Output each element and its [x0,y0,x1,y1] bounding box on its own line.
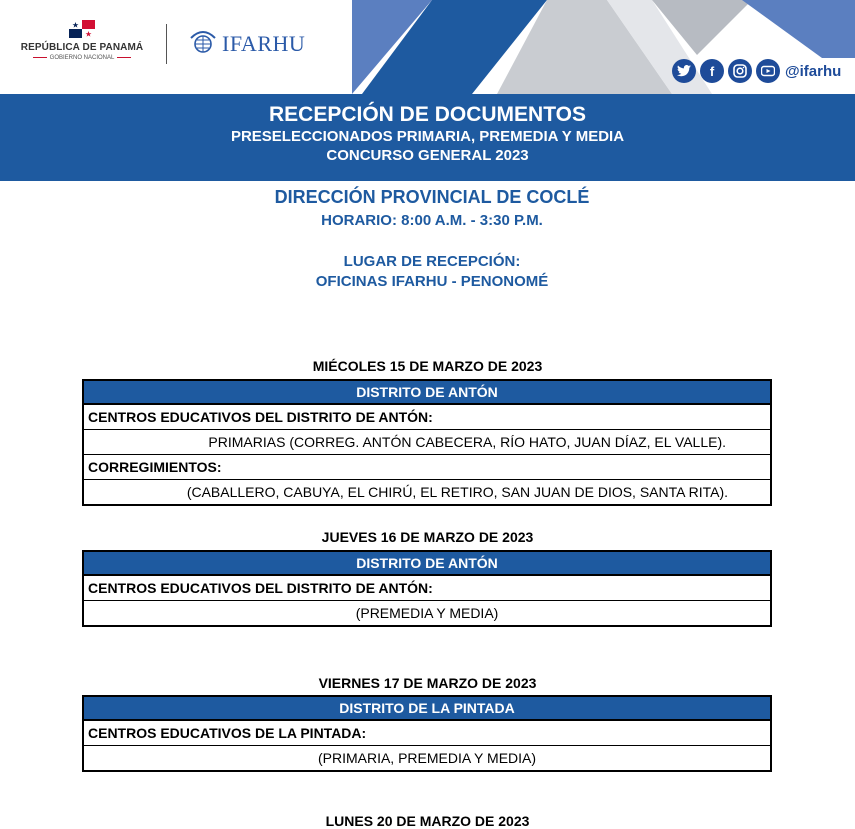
table-row-label: CORREGIMIENTOS: [84,455,770,480]
schedule-date-2: JUEVES 16 DE MARZO DE 2023 [321,529,534,545]
banner-subtitle-2: CONCURSO GENERAL 2023 [326,147,529,164]
horario-text: HORARIO: 8:00 A.M. - 3:30 P.M. [321,212,543,229]
gov-title: REPÚBLICA DE PANAMÁ [20,42,144,53]
facebook-icon[interactable]: f [700,59,724,83]
page-header [0,0,855,94]
table-row-value: (CABALLERO, CABUYA, EL CHIRÚ, EL RETIRO, SAN JUAN DE DIOS, SANTA RITA). [186,484,728,500]
gov-subtitle [18,55,146,61]
logo-divider [166,24,167,64]
lugar-label: LUGAR DE RECEPCIÓN: [343,253,521,270]
ifarhu-logo [188,28,305,60]
panama-flag-icon [69,20,95,38]
direccion-heading: DIRECCIÓN PROVINCIAL DE COCLÉ [274,187,590,207]
instagram-icon[interactable] [728,59,752,83]
district-header: DISTRITO DE ANTÓN [84,381,770,405]
social-links [672,59,841,83]
table-row-value: (PREMEDIA Y MEDIA) [355,605,499,621]
social-handle[interactable]: @ifarhu [785,62,842,80]
district-header: DISTRITO DE ANTÓN [84,552,770,576]
schedule-date-3: VIERNES 17 DE MARZO DE 2023 [318,675,537,691]
banner-title: RECEPCIÓN DE DOCUMENTOS [269,103,586,126]
table-row-label: CENTROS EDUCATIVOS DEL DISTRITO DE ANTÓN: [84,405,770,430]
schedule-table-3 [82,695,772,772]
title-banner [0,94,855,181]
schedule-table-1 [82,379,772,506]
youtube-icon[interactable] [756,59,780,83]
ifarhu-brand-text: IFARHU [222,31,306,56]
district-header: DISTRITO DE LA PINTADA [84,697,770,721]
table-row-label: CENTROS EDUCATIVOS DEL DISTRITO DE ANTÓN: [84,576,770,601]
lugar-value: OFICINAS IFARHU - PENONOMÉ [315,273,549,290]
government-logo [18,20,146,61]
schedule-date-4-cutoff: LUNES 20 DE MARZO DE 2023 [325,813,530,829]
schedule-table-2 [82,550,772,627]
ifarhu-globe-icon [188,28,218,60]
twitter-icon[interactable] [672,59,696,83]
gov-subtitle-text: GOBIERNO NACIONAL [49,55,115,61]
schedule-date-1: MIÉCOLES 15 DE MARZO DE 2023 [312,358,543,374]
table-row-value: (PRIMARIA, PREMEDIA Y MEDIA) [317,750,537,766]
table-row-label: CENTROS EDUCATIVOS DE LA PINTADA: [84,721,770,746]
banner-subtitle-1: PRESELECCIONADOS PRIMARIA, PREMEDIA Y MEDIA [230,128,625,145]
table-row-value: PRIMARIAS (CORREG. ANTÓN CABECERA, RÍO HATO, JUAN DÍAZ, EL VALLE). [84,430,770,455]
